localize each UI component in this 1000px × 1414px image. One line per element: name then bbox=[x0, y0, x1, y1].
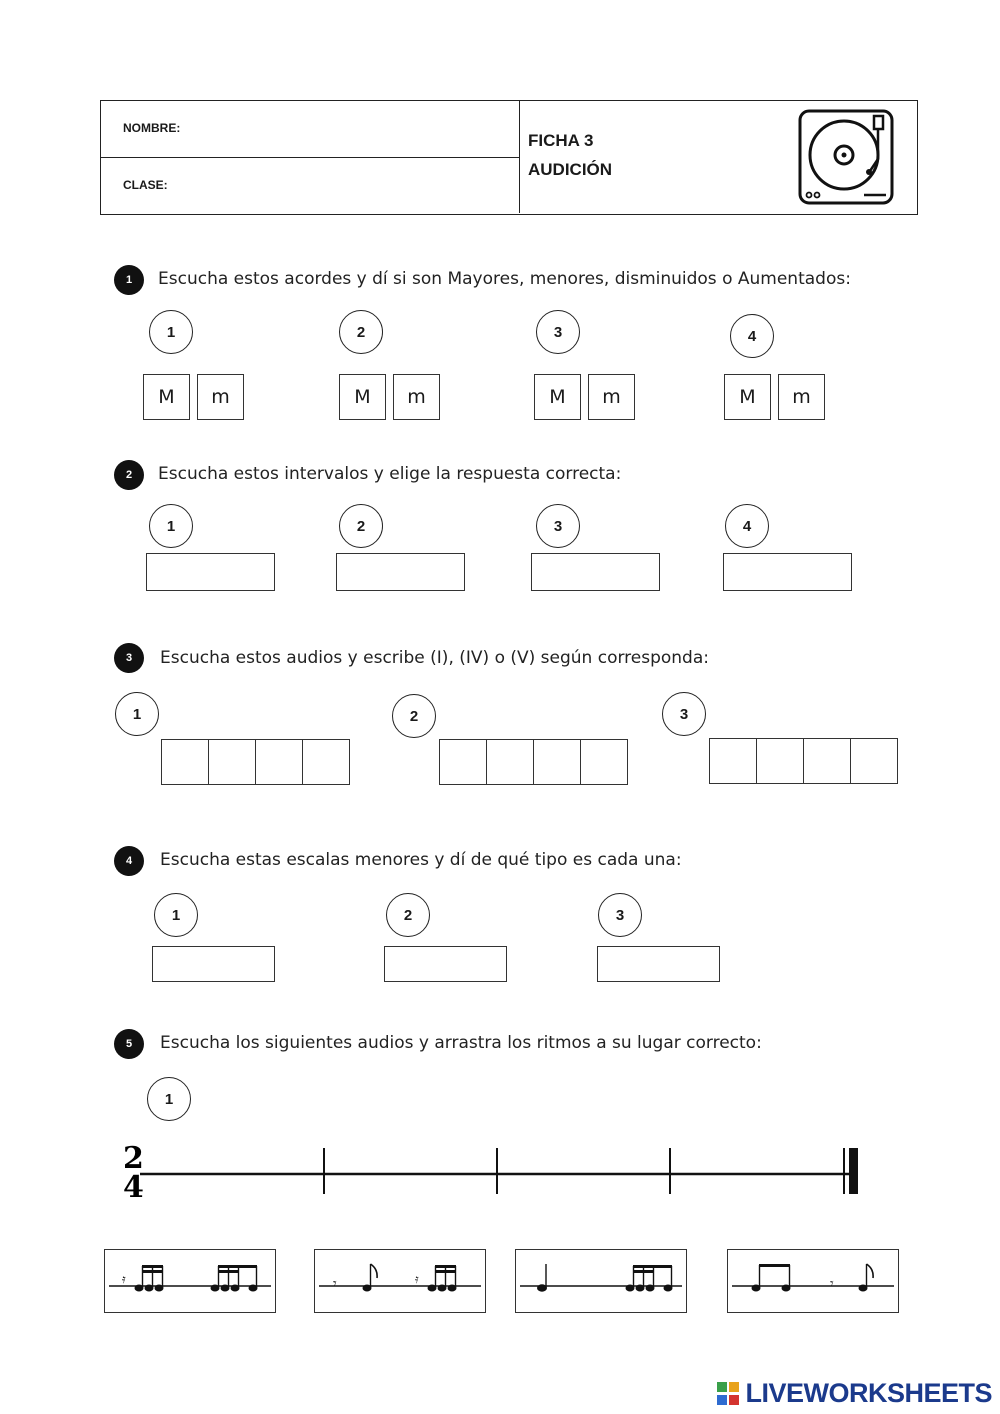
time-signature-top: 2 bbox=[123, 1141, 144, 1176]
header-left bbox=[101, 101, 520, 213]
q1-item-2-minor-option[interactable]: m bbox=[393, 374, 440, 420]
q1-item-4-number: 4 bbox=[730, 314, 774, 358]
q2-answer-3-dropdown[interactable] bbox=[531, 553, 660, 591]
nombre-label: NOMBRE: bbox=[123, 121, 181, 135]
clase-label: CLASE: bbox=[123, 178, 168, 192]
rhythm-card-2[interactable] bbox=[314, 1249, 486, 1313]
rhythm-card-4[interactable] bbox=[727, 1249, 899, 1313]
q3-item-2-cell-2[interactable] bbox=[486, 739, 534, 785]
q1-item-4-major-option[interactable]: M bbox=[724, 374, 771, 420]
q1-item-1-major-option[interactable]: M bbox=[143, 374, 190, 420]
question-3-text: Escucha estos audios y escribe (I), (IV) o (V) según corresponda: bbox=[160, 648, 709, 668]
svg-text:𝄿: 𝄿 bbox=[415, 1272, 419, 1286]
q1-item-1-minor-option[interactable]: m bbox=[197, 374, 244, 420]
q2-item-2-number: 2 bbox=[339, 504, 383, 548]
rhythm-card-3[interactable] bbox=[515, 1249, 687, 1313]
clase-row[interactable] bbox=[101, 158, 519, 214]
q3-item-3-cell-4[interactable] bbox=[850, 738, 898, 784]
question-2-text: Escucha estos intervalos y elige la respuesta correcta: bbox=[158, 464, 622, 484]
svg-text:𝄾: 𝄾 bbox=[333, 1276, 337, 1292]
q4-item-1-number: 1 bbox=[154, 893, 198, 937]
q1-item-3-major-option[interactable]: M bbox=[534, 374, 581, 420]
turntable-icon bbox=[798, 109, 894, 205]
time-signature-bottom: 4 bbox=[123, 1170, 144, 1200]
header-table bbox=[100, 100, 918, 215]
rhythm-card-2-notation bbox=[315, 1250, 485, 1312]
q1-item-4-minor-option[interactable]: m bbox=[778, 374, 825, 420]
rhythm-card-3-notation bbox=[516, 1250, 686, 1312]
q4-answer-3-dropdown[interactable] bbox=[597, 946, 720, 982]
sheet-title-line1: FICHA 3 bbox=[528, 131, 594, 150]
rhythm-card-1-notation bbox=[105, 1250, 275, 1312]
q1-item-3-number: 3 bbox=[536, 310, 580, 354]
q3-item-2-cell-1[interactable] bbox=[439, 739, 487, 785]
svg-text:𝄾: 𝄾 bbox=[830, 1276, 834, 1292]
q3-item-1-cell-2[interactable] bbox=[208, 739, 256, 785]
q4-answer-2-dropdown[interactable] bbox=[384, 946, 507, 982]
question-4-text: Escucha estas escalas menores y dí de qué tipo es cada una: bbox=[160, 850, 682, 870]
q3-item-2-cell-4[interactable] bbox=[580, 739, 628, 785]
liveworksheets-logo bbox=[717, 1378, 992, 1409]
q2-answer-2-dropdown[interactable] bbox=[336, 553, 465, 591]
liveworksheets-mark-icon bbox=[717, 1382, 739, 1406]
q1-item-1-number: 1 bbox=[149, 310, 193, 354]
question-number-2: 2 bbox=[114, 460, 144, 490]
svg-text:𝄿: 𝄿 bbox=[122, 1272, 126, 1286]
q3-item-3-cell-3[interactable] bbox=[803, 738, 851, 784]
rhythm-card-1[interactable] bbox=[104, 1249, 276, 1313]
q3-item-3-cells bbox=[709, 738, 898, 784]
q3-item-2-cell-3[interactable] bbox=[533, 739, 581, 785]
nombre-row[interactable] bbox=[101, 101, 519, 158]
q1-item-2-major-option[interactable]: M bbox=[339, 374, 386, 420]
q5-item-1-number: 1 bbox=[147, 1077, 191, 1121]
q3-item-1-cell-3[interactable] bbox=[255, 739, 303, 785]
q2-answer-1-dropdown[interactable] bbox=[146, 553, 275, 591]
q3-item-1-cell-1[interactable] bbox=[161, 739, 209, 785]
rhythm-staff bbox=[110, 1140, 870, 1200]
rhythm-card-4-notation bbox=[728, 1250, 898, 1312]
q3-item-1-number: 1 bbox=[115, 692, 159, 736]
q3-item-3-number: 3 bbox=[662, 692, 706, 736]
question-5-text: Escucha los siguientes audios y arrastra los ritmos a su lugar correcto: bbox=[160, 1033, 762, 1053]
q3-item-3-cell-1[interactable] bbox=[709, 738, 757, 784]
q2-answer-4-dropdown[interactable] bbox=[723, 553, 852, 591]
question-number-4: 4 bbox=[114, 846, 144, 876]
q3-item-1-cells bbox=[161, 739, 350, 785]
question-number-1: 1 bbox=[114, 265, 144, 295]
question-1-text: Escucha estos acordes y dí si son Mayores, menores, disminuidos o Aumentados: bbox=[158, 269, 851, 289]
q4-item-3-number: 3 bbox=[598, 893, 642, 937]
q4-answer-1-dropdown[interactable] bbox=[152, 946, 275, 982]
q2-item-3-number: 3 bbox=[536, 504, 580, 548]
sheet-title-line2: AUDICIÓN bbox=[528, 160, 613, 179]
q3-item-3-cell-2[interactable] bbox=[756, 738, 804, 784]
q3-item-2-number: 2 bbox=[392, 694, 436, 738]
q4-item-2-number: 2 bbox=[386, 893, 430, 937]
liveworksheets-text: LIVEWORKSHEETS bbox=[745, 1378, 992, 1408]
question-number-3: 3 bbox=[114, 643, 144, 673]
q3-item-2-cells bbox=[439, 739, 628, 785]
q2-item-1-number: 1 bbox=[149, 504, 193, 548]
question-number-5: 5 bbox=[114, 1029, 144, 1059]
q1-item-3-minor-option[interactable]: m bbox=[588, 374, 635, 420]
q3-item-1-cell-4[interactable] bbox=[302, 739, 350, 785]
q1-item-2-number: 2 bbox=[339, 310, 383, 354]
q2-item-4-number: 4 bbox=[725, 504, 769, 548]
